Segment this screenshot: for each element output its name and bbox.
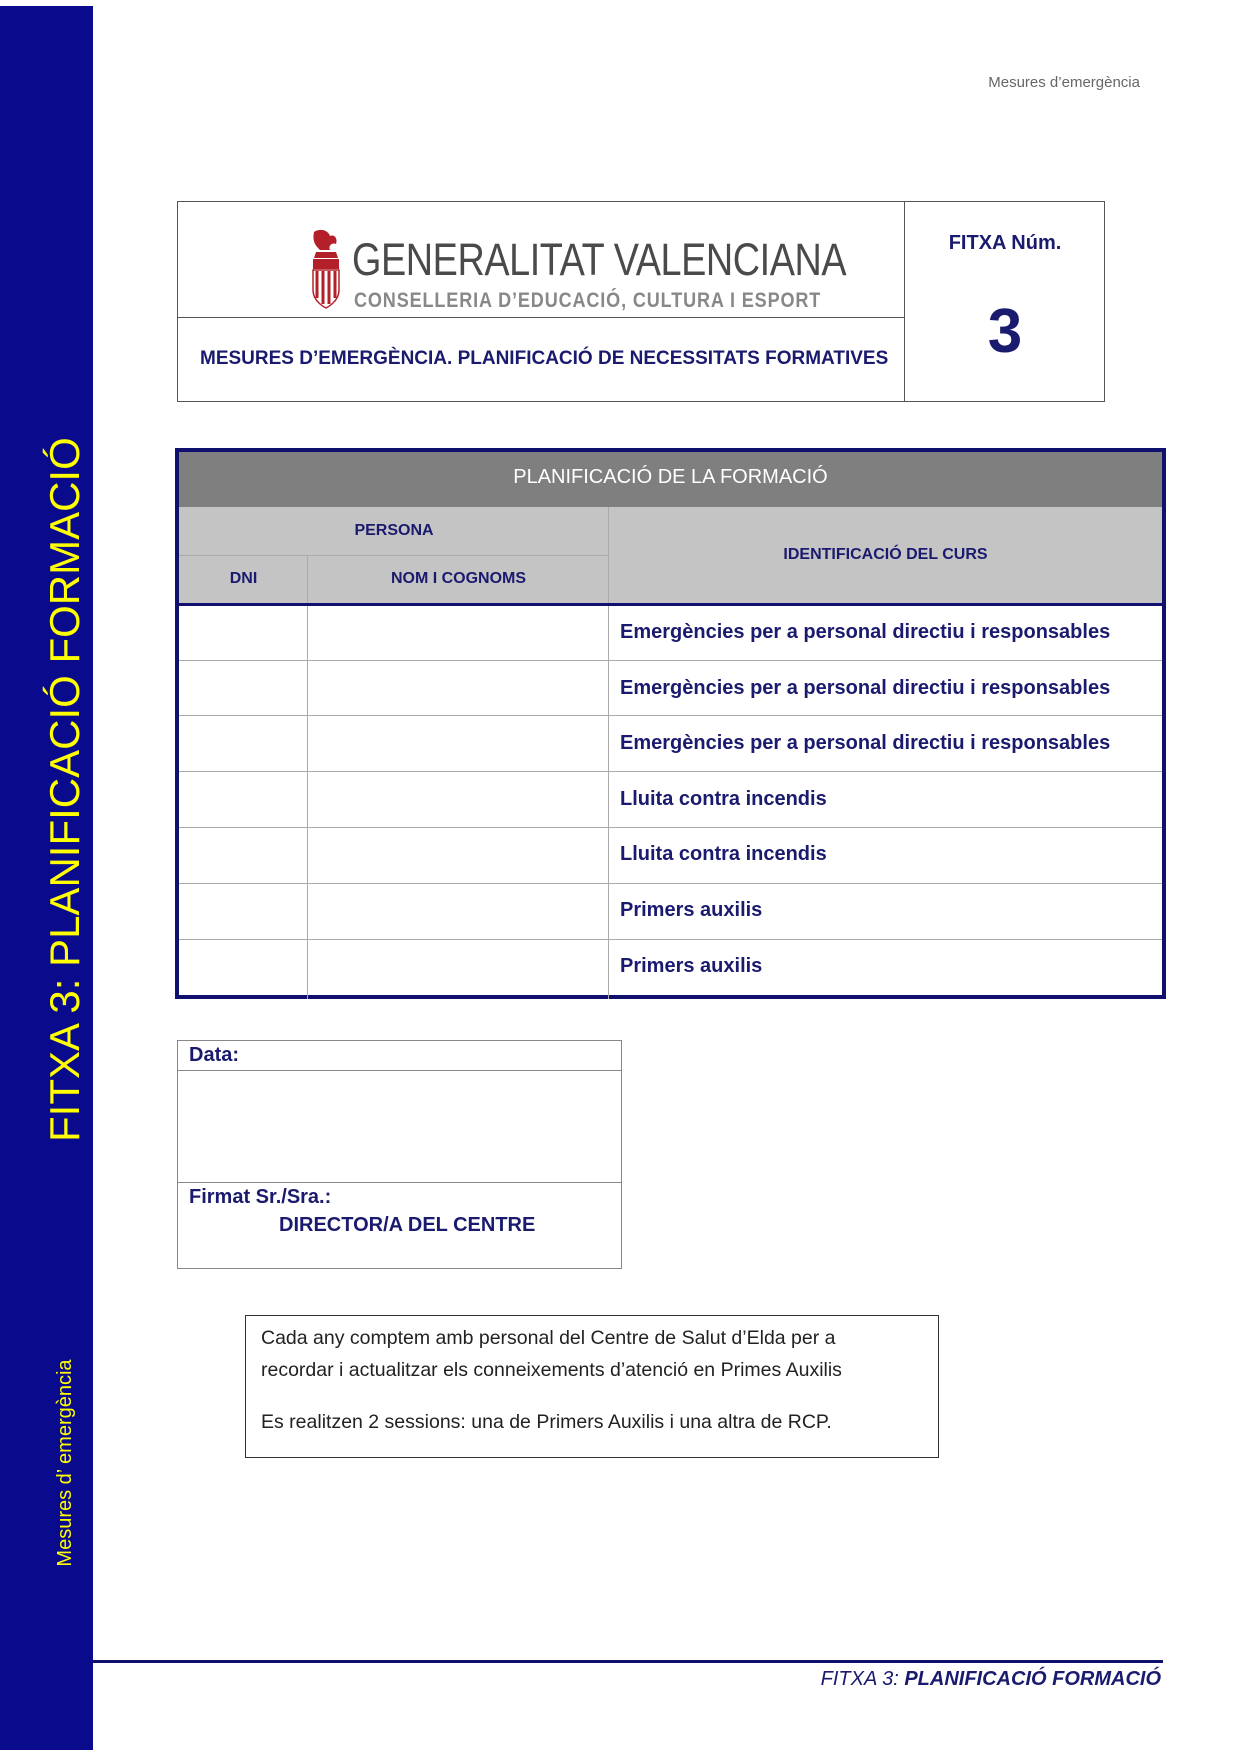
header-persona: PERSONA xyxy=(354,522,434,539)
sidebar-title: FITXA 3: PLANIFICACIÓ FORMACIÓ xyxy=(41,437,88,1142)
row-divider xyxy=(179,660,1162,661)
running-header: Mesures d’emergència xyxy=(988,74,1140,91)
table-row-curs: Lluita contra incendis xyxy=(620,843,827,865)
row-divider xyxy=(179,715,1162,716)
header-separator xyxy=(179,603,1162,606)
table-row-curs: Primers auxilis xyxy=(620,955,763,977)
note-line: Cada any comptem amb personal del Centre de Salut d’Elda per a xyxy=(261,1327,836,1349)
row-divider xyxy=(179,883,1162,884)
footer-prefix: FITXA 3: xyxy=(820,1668,905,1690)
table-row-curs: Emergències per a personal directiu i responsables xyxy=(620,621,1111,643)
signature-divider xyxy=(177,1182,622,1183)
footer-title xyxy=(700,1668,1161,1691)
table-row-curs: Lluita contra incendis xyxy=(620,788,827,810)
row-divider xyxy=(179,827,1162,828)
header-identificacio-curs: IDENTIFICACIÓ DEL CURS xyxy=(783,546,988,563)
note-line: Es realitzen 2 sessions: una de Primers Auxilis i una altra de RCP. xyxy=(261,1411,832,1433)
table-row-curs: Primers auxilis xyxy=(620,899,763,921)
document-title: MESURES D’EMERGÈNCIA. PLANIFICACIÓ DE NECESSITATS FORMATIVES xyxy=(200,348,889,369)
table-row-curs: Emergències per a personal directiu i responsables xyxy=(620,732,1111,754)
fitxa-number: 3 xyxy=(987,297,1023,366)
row-divider xyxy=(179,771,1162,772)
sidebar-subtitle: Mesures d’ emergència xyxy=(54,1359,76,1567)
table-row-curs: Emergències per a personal directiu i responsables xyxy=(620,677,1111,699)
header-dni: DNI xyxy=(229,570,258,587)
table-title: PLANIFICACIÓ DE LA FORMACIÓ xyxy=(513,466,828,488)
column-divider-nom xyxy=(307,555,308,999)
footer-title-bold: PLANIFICACIÓ FORMACIÓ xyxy=(904,1668,1161,1690)
fitxa-label: FITXA Núm. xyxy=(948,232,1062,254)
director-role: DIRECTOR/A DEL CENTRE xyxy=(279,1214,536,1236)
logo-wordmark: GENERALITAT VALENCIANA xyxy=(352,234,847,285)
header-divider xyxy=(179,555,609,556)
firmat-label: Firmat Sr./Sra.: xyxy=(189,1186,332,1208)
logo-subtitle: CONSELLERIA D’EDUCACIÓ, CULTURA I ESPORT xyxy=(354,289,822,312)
header-nom-cognoms: NOM I COGNOMS xyxy=(390,570,527,587)
footer-rule xyxy=(93,1660,1163,1663)
note-line: recordar i actualitzar els conneixements d’atenció en Primes Auxilis xyxy=(261,1359,842,1381)
generalitat-crest-logo xyxy=(306,228,348,314)
data-label: Data: xyxy=(189,1044,240,1066)
signature-divider xyxy=(177,1070,622,1071)
row-divider xyxy=(179,939,1162,940)
